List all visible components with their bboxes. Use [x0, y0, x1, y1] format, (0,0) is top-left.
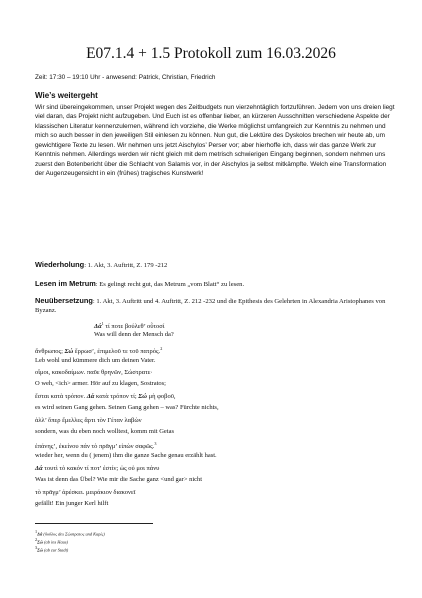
greek-line — [35, 465, 159, 472]
neuuebersetzung-text: : 1. Akt, 3. Auftritt und 4. Auftritt, Z. 212 -232 und die Epithesis des Gelehrten in Alexandria Aristophanes von Byzanz. — [35, 298, 386, 315]
speaker-label: Σώ — [37, 547, 43, 553]
speaker-label: Δά — [35, 465, 43, 472]
footnote-text: (ab ins Haus) — [43, 539, 69, 545]
footnote-number: 2 — [35, 537, 38, 542]
speaker-label: Σώ — [64, 348, 74, 356]
greek-text: ἔρρωσ’, ἐπιμελοῦ τε τοῦ πατρός. — [73, 348, 161, 356]
section-heading: Wie’s weitergeht — [35, 91, 98, 100]
greek-line: τὸ πρᾶγμ’ ἀρέσκει. μειράκιον διακονεῖ — [35, 489, 136, 496]
wiederholung-text: : 1. Akt, 3. Auftritt, Z. 179 -212 — [84, 262, 168, 269]
wiederholung-line — [35, 260, 395, 270]
speaker-label: Δά — [37, 531, 43, 537]
speaker-label: Δά — [94, 323, 102, 331]
footnote — [35, 545, 68, 552]
german-line: sondern, was du eben noch wolltest, komm mit Getas — [35, 428, 175, 435]
greek-line — [94, 321, 165, 330]
greek-line — [35, 393, 176, 400]
wiederholung-label: Wiederholung — [35, 260, 85, 269]
greek-line — [35, 441, 156, 450]
greek-text: κατὰ τρόπον τί; — [94, 393, 139, 400]
speaker-label: Σώ — [138, 393, 148, 400]
german-line: wieder her, wenn du ( jenem) ihm die ganze Sache genau erzählt hast. — [35, 452, 217, 459]
footnote — [35, 529, 105, 536]
footnote-ref: 3 — [154, 441, 157, 446]
metrum-label: Lesen im Metrum — [35, 279, 96, 288]
footnote-text: (δοῦλος des Σώστρατος und Καρίς) — [42, 531, 105, 537]
german-line: Was will denn der Mensch da? — [94, 331, 174, 338]
greek-text: τουτὶ τὸ κακόν τί ποτ’ ἐστίν; ὡς οὐ μοι πάνυ — [42, 465, 160, 472]
german-line: Was ist denn das Übel? Wie mir die Sache ganz <und gar> nicht — [35, 476, 203, 483]
metrum-line — [35, 279, 395, 289]
meeting-meta: Zeit: 17:30 – 19:10 Uhr - anwesend: Patrick, Christian, Friedrich — [35, 74, 216, 81]
german-line: gefällt! Ein junger Kerl hilft — [35, 500, 109, 507]
footnote-number: 1 — [35, 529, 38, 534]
footnote-ref: 1 — [101, 321, 104, 326]
speaker-label: Δά — [86, 393, 95, 400]
footnote — [35, 537, 68, 544]
footnote-separator — [35, 523, 153, 524]
german-line: es wird seinen Gang gehen. Seinen Gang gehen – was? Fürchte nichts, — [35, 404, 219, 411]
metrum-text: : Es gelingt recht gut, das Metrum „vom Blatt“ zu lesen. — [95, 281, 245, 288]
greek-line — [35, 346, 162, 355]
footnote-text: (ab zur Stadt) — [43, 547, 69, 553]
greek-line: οἴμοι, κακοδαίμων. παῦε θρηνῶν, Σώστρατε· — [35, 369, 153, 376]
greek-text: ἄνθρωπος; — [35, 348, 65, 356]
greek-line: ἀλλ’ ὅπερ ἔμελλες ἄρτι τὸν Γέταν λαβὼν — [35, 417, 142, 424]
german-line: O weh, <ich> armer. Hör auf zu klagen, Sostratos; — [35, 380, 166, 387]
greek-text: ἔσται κατὰ τρόπον. — [35, 393, 87, 400]
greek-text: τί ποτε βούλεθ’ οὗτοσί — [103, 323, 165, 331]
speaker-label: Σώ — [37, 539, 43, 545]
neuuebersetzung-block — [35, 296, 395, 315]
page-title: E07.1.4 + 1.5 Protokoll zum 16.03.2026 — [86, 45, 336, 62]
german-line: Leb wohl und kümmere dich um deinen Vater. — [35, 357, 156, 364]
neuuebersetzung-label: Neuübersetzung — [35, 296, 93, 305]
intro-paragraph: Wir sind übereingekommen, unser Projekt wegen des Zeitbudgets nun vierzehntäglich fortzuführen. Jedem von uns dreien liegt viel daran, das Projekt nicht aufzugeben. Und Euch ist es offenbar lieber, an kürzeren Ausschnitten verschiedene Aspekte der klassischen Literatur kennenzulernen, während ich vorziehe, die Werke möglichst umfangreich zur Kenntnis zu nehmen und mich so auch besser in den jeweiligen Stil einlesen zu können. Nun gut, die Lektüre des Dyskolos brechen wir heute ab, um gewichtigere Texte zu lesen. Wir nehmen uns jetzt Aischylos’ Perser vor; aber hierhoffe ich, dass wir das ganze Werk zur Kenntnis nehmen. Allerdings werden wir nicht gleich mit dem metrisch schwierigen Eingang beginnen, sondern nehmen uns zuerst den Botenbericht über die Schlacht von Salamis vor, in der Aischylos ja selbst mitkämpfte. Welch eine Transformation der Augenzeugensicht in ein (frühes) tragisches Kunstwerk! — [35, 104, 395, 178]
greek-text: ἐπάνης’, ἐκείνου πάν τὸ πρᾶγμ’ εἰπὼν σαφῶς. — [35, 443, 155, 451]
footnote-ref: 2 — [160, 346, 163, 351]
greek-text: μὴ φοβοῦ, — [147, 393, 176, 400]
footnote-number: 3 — [35, 545, 38, 550]
